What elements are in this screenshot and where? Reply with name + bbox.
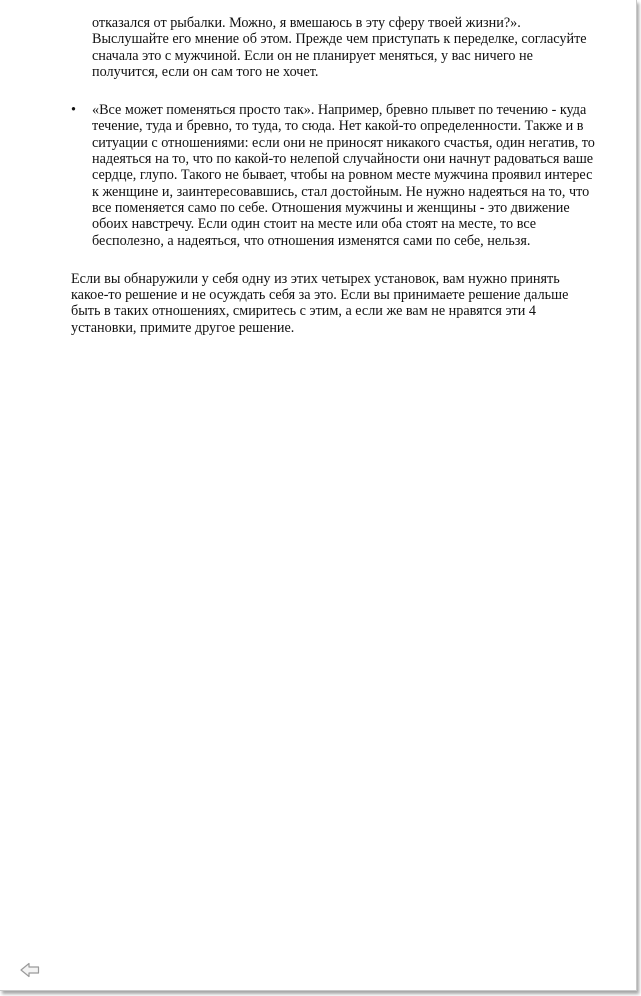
text-line: обоих навстречу. Если один стоит на месте или оба стоят на месте, то все — [92, 216, 537, 233]
text-line: Выслушайте его мнение об этом. Прежде чем приступать к переделке, согласуйте — [92, 31, 587, 48]
text-line: получится, если он сам того не хочет. — [92, 63, 319, 80]
text-line: надеяться на то, что по какой-то нелепой случайности они начнут радоваться ваше — [92, 151, 594, 168]
bullet-marker: • — [71, 102, 76, 119]
text-line: к женщине и, заинтересовавшись, стал достойным. Не нужно надеяться на то, что — [92, 183, 590, 200]
list-item-continued — [92, 15, 611, 80]
text-line: быть в таких отношениях, смиритесь с этим, а если же вам не нравятся эти 4 — [71, 303, 536, 320]
text-line: ситуации с отношениями: если они не приносят никакого счастья, один негатив, то — [92, 134, 595, 151]
text-line: отказался от рыбалки. Можно, я вмешаюсь в эту сферу твоей жизни?». — [92, 15, 521, 31]
text-line: «Все может поменяться просто так». Например, бревно плывет по течению - куда — [92, 102, 587, 119]
previous-page-button[interactable] — [20, 962, 40, 978]
document-body — [71, 15, 611, 336]
closing-paragraph — [71, 271, 576, 336]
text-line: установки, примите другое решение. — [71, 319, 295, 336]
text-line: сердце, глупо. Такого не бывает, чтобы на ровном месте мужчина проявил интерес — [92, 167, 593, 184]
text-line: какое-то решение и не осуждать себя за это. Если вы принимаете решение дальше — [71, 287, 569, 304]
text-line: бесполезно, а надеяться, что отношения изменятся сами по себе, нельзя. — [92, 232, 531, 249]
text-line: сначала это с мужчиной. Если он не планирует меняться, у вас ничего не — [92, 47, 533, 64]
arrow-left-icon — [20, 962, 40, 978]
text-line: все поменяется само по себе. Отношения мужчины и женщины - это движение — [92, 199, 570, 216]
list-item-bullet — [71, 102, 611, 249]
text-line: Если вы обнаружили у себя одну из этих четырех установок, вам нужно принять — [71, 270, 560, 287]
text-line: течение, туда и бревно, то туда, то сюда. Нет какой-то определенности. Также и в — [92, 118, 584, 135]
